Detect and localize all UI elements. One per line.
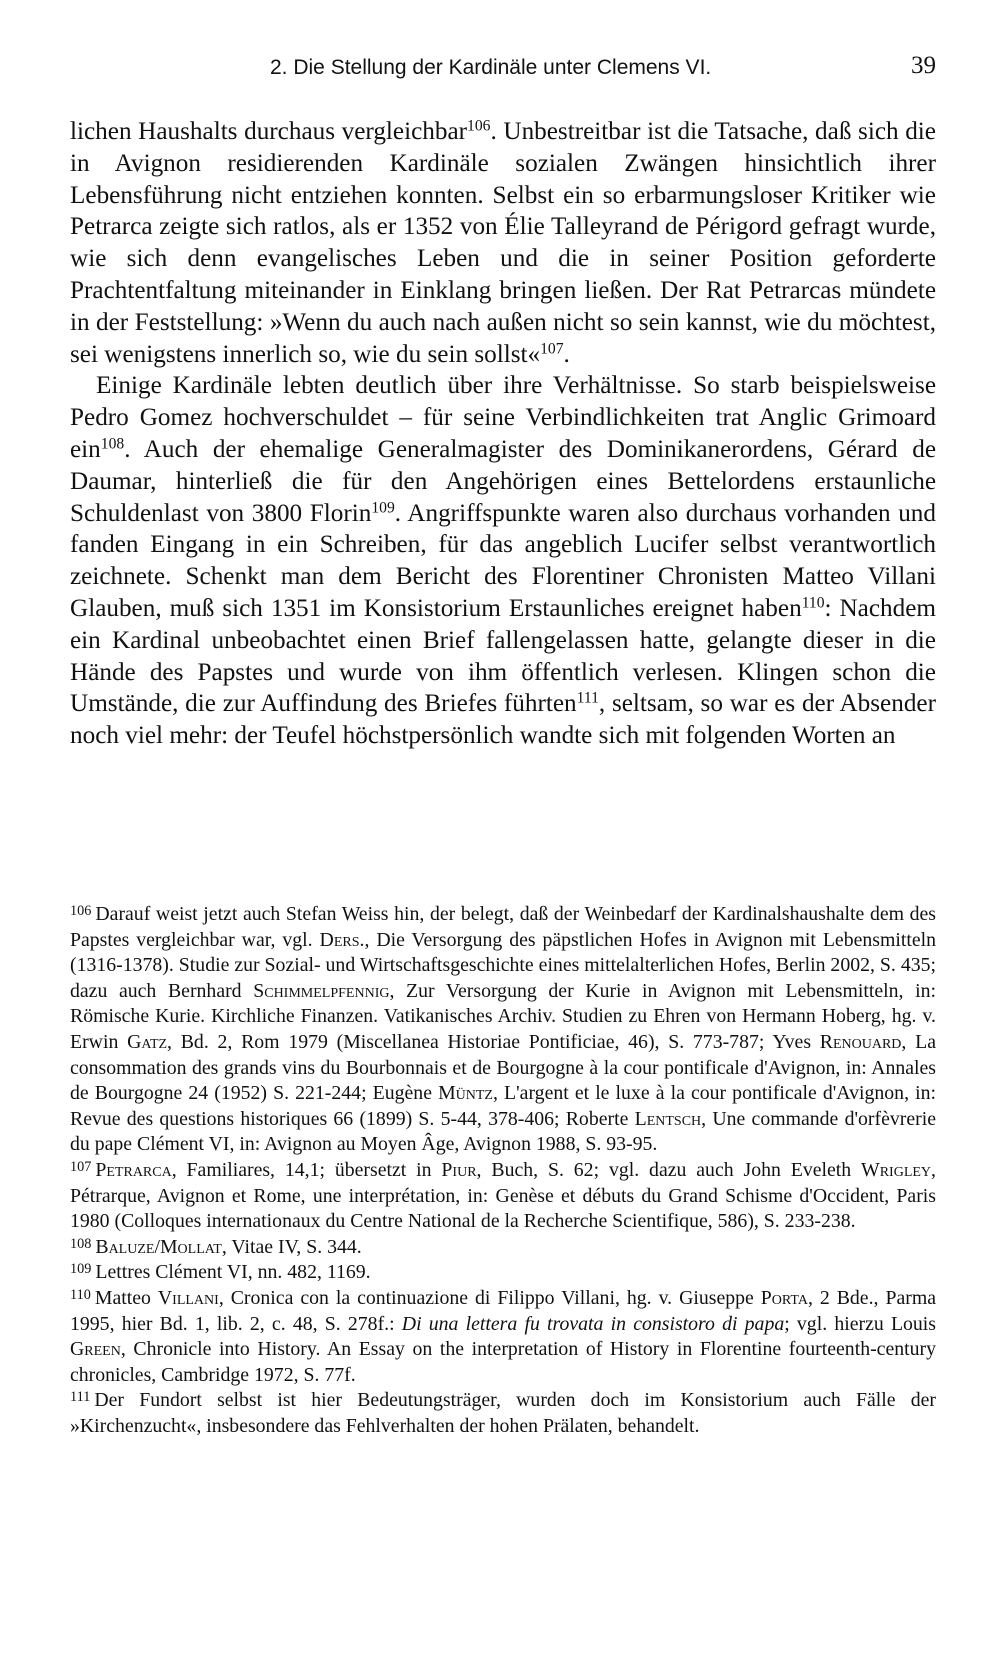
text-run: Der Fundort selbst ist hier Bedeutungsträger, wurden doch im Konsistorium auch Fälle der »Kirchenzucht«, insbesondere das Fehlverhalten der hohen Prälaten, behandelt. <box>70 1389 936 1437</box>
author-name: Piur <box>441 1158 477 1181</box>
text-run: ; vgl. hierzu Louis <box>784 1312 937 1335</box>
text-run: . <box>563 340 570 368</box>
text-run: . Unbestreitbar ist die Tatsache, daß sich die in Avignon residierenden Kardinäle sozialen Zwängen hinsichtlich ihrer Lebensführung nicht entziehen konnten. Selbst ein so erbarmungsloser Kritiker wie Petrarca zeigte sich ratlos, als er 1352 von Élie Talleyrand de Périgord gefragt wurde, wie sich denn evangelisches Leben und die in seiner Position geforderte Prachtentfaltung miteinander in Einklang bringen ließen. Der Rat Petrarcas mündete in der Feststellung: »Wenn du auch nach außen nicht so sein kannst, wie du möchtest, sei wenigstens innerlich so, wie du sein sollst« <box>70 118 936 368</box>
author-name: Renouard <box>819 1030 902 1053</box>
footnote-ref-106: 106 <box>467 117 491 135</box>
text-run: , Cronica con la continuazione di Filippo Villani, hg. v. Giuseppe <box>218 1286 761 1309</box>
footnote-ref-110: 110 <box>801 594 825 612</box>
paragraph-1 <box>70 116 936 370</box>
text-run: Matteo <box>94 1286 158 1309</box>
text-run: lichen Haushalts durchaus vergleichbar <box>70 118 468 145</box>
footnote-number: 106 <box>70 903 92 920</box>
text-run: . Angriffspunkte waren also durchaus vorhanden und fanden Eingang in ein Schreiben, für das angeblich Lucifer selbst verantwortlich zeichnete. Schenkt man dem Bericht des Florentiner Chronisten Matteo Villani Glauben, muß sich 1351 im Konsistorium Erstaunliches ereignet haben <box>70 499 936 622</box>
text-run: , seltsam, so war es der Absender noch viel mehr: der Teufel höchstpersönlich wandte sich mit folgenden Worten an <box>70 690 936 750</box>
author-name: Petrarca <box>95 1158 172 1181</box>
footnote-number: 108 <box>70 1235 92 1252</box>
footnote-number: 107 <box>70 1158 92 1175</box>
footnote-number: 109 <box>70 1261 92 1278</box>
text-run: , 2 Bde., Parma 1995, hier Bd. 1, lib. 2, c. 48, S. 278f.: <box>70 1286 936 1335</box>
footnote-ref-108: 108 <box>100 435 125 453</box>
text-run: : Nachdem ein Kardinal unbeobachtet einen Brief fallengelassen hatte, gelangte dieser in die Hände des Papstes und wurde von ihm öffentlich verlesen. Klingen schon die Umstände, die zur Auffindung des Briefes führten <box>70 594 936 718</box>
footnote-number: 110 <box>70 1286 91 1303</box>
footnote-109 <box>70 1260 936 1286</box>
italic-quote: Di una lettera fu trovata in consistoro di papa <box>401 1312 785 1335</box>
text-run: , La consommation des grands vins du Bourbonnais et de Bourgogne à la cour pontificale d'Avignon, in: Annales de Bourgogne 24 (1952) S. 221-244; Eugène <box>70 1030 936 1105</box>
text-run: , Buch, S. 62; vgl. dazu auch John Eveleth <box>476 1158 862 1181</box>
footnote-ref-109: 109 <box>371 498 395 516</box>
footnote-number: 111 <box>70 1389 91 1406</box>
text-run: Lettres Clément VI, nn. 482, 1169. <box>95 1261 371 1284</box>
footnote-ref-111: 111 <box>576 689 599 707</box>
main-text <box>70 116 936 752</box>
author-name: Ders. <box>319 928 365 951</box>
paragraph-2 <box>70 370 936 752</box>
text-run: , Die Versorgung des päpstlichen Hofes in Avignon mit Lebensmitteln (1316-1378). Studie zur Sozial- und Wirtschaftsgeschichte eines mittelalterlichen Hofes, Berlin 2002, S. 435; dazu auch Bernhard <box>70 928 936 1002</box>
author-name: Villani <box>157 1286 219 1309</box>
text-run: , Familiares, 14,1; übersetzt in <box>171 1158 442 1181</box>
author-name: Baluze/Mollat <box>95 1235 222 1258</box>
text-run: Einige Kardinäle lebten deutlich über ihre Verhältnisse. So starb beispielsweise Pedro Gomez hochverschuldet – für seine Verbindlichkeiten trat Anglic Grimoard ein <box>70 372 936 463</box>
author-name: Green <box>70 1338 121 1361</box>
running-head <box>70 52 936 90</box>
footnote-106 <box>70 902 936 1158</box>
footnote-107 <box>70 1158 936 1235</box>
running-title: 2. Die Stellung der Kardinäle unter Clemens VI. <box>270 56 712 79</box>
text-run: , Zur Versorgung der Kurie in Avignon mit Lebensmitteln, in: Römische Kurie. Kirchliche Finanzen. Vatikanisches Archiv. Studien zu Ehren von Hermann Hoberg, hg. v. Erwin <box>70 979 936 1053</box>
text-run: , Vitae IV, S. 344. <box>221 1235 362 1258</box>
footnote-108 <box>70 1235 936 1261</box>
author-name: Gatz <box>127 1030 168 1053</box>
footnote-110 <box>70 1286 936 1388</box>
author-name: Porta <box>760 1286 808 1309</box>
text-run: , L'argent et le luxe à la cour pontificale d'Avignon, in: Revue des questions historiques 66 (1899) S. 5-44, 378-406; Roberte <box>70 1082 936 1130</box>
page-number: 39 <box>911 52 936 79</box>
text-run: , Une commande d'orfèvrerie du pape Clément VI, in: Avignon au Moyen Âge, Avignon 1988, S. 93-95. <box>70 1107 936 1156</box>
author-name: Wrigley <box>861 1158 932 1181</box>
text-run: , Pétrarque, Avignon et Rome, une interprétation, in: Genèse et débuts du Grand Schisme d'Occident, Paris 1980 (Colloques internationaux du Centre National de la Recherche Scientifique, 586), S. 233-238. <box>70 1158 936 1233</box>
author-name: Lentsch <box>634 1107 702 1130</box>
author-name: Schimmelpfennig <box>253 979 390 1002</box>
text-run: , Bd. 2, Rom 1979 (Miscellanea Historiae Pontificiae, 46), S. 773-787; Yves <box>167 1030 820 1053</box>
author-name: Müntz <box>438 1082 493 1105</box>
footnotes <box>70 902 936 1439</box>
footnote-111 <box>70 1388 936 1439</box>
text-run: , Chronicle into History. An Essay on the interpretation of History in Florentine fourteenth-century chronicles, Cambridge 1972, S. 77f. <box>70 1338 936 1386</box>
text-run: Darauf weist jetzt auch Stefan Weiss hin, der belegt, daß der Weinbedarf der Kardinalshaushalte dem des Papstes vergleichbar war, vgl. <box>70 903 936 951</box>
footnote-ref-107: 107 <box>540 340 564 357</box>
text-run: . Auch der ehemalige Generalmagister des Dominikanerordens, Gérard de Daumar, hinterließ die für den Angehörigen eines Bettelordens erstaunliche Schuldenlast von 3800 Florin <box>70 435 936 527</box>
